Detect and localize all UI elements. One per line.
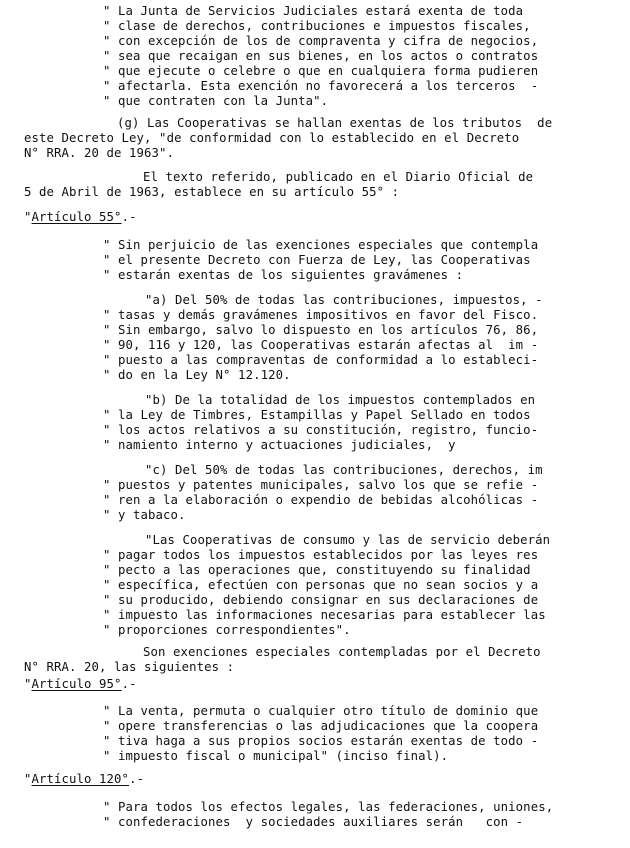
text-line: El texto referido, publicado en el Diario Oficial de xyxy=(143,170,534,184)
text-line: 5 de Abril de 1963, establece en su artículo 55° : xyxy=(24,185,400,199)
text-line: este Decreto Ley, "de conformidad con lo establecido en el Decreto xyxy=(24,131,520,145)
text-line: " namiento interno y actuaciones judiciales, y xyxy=(103,438,456,452)
text-line: " 90, 116 y 120, las Cooperativas estarán afectas al im - xyxy=(103,338,539,352)
text-line: " pagar todos los impuestos establecidos por las leyes res xyxy=(103,548,539,562)
text-line: " sea que recaigan en sus bienes, en los actos o contratos xyxy=(103,49,539,63)
text-line: N° RRA. 20, las siguientes : xyxy=(24,660,235,674)
text-line: " tasas y demás gravámenes impositivos en favor del Fisco. xyxy=(103,308,539,322)
heading-suffix: .- xyxy=(121,677,137,691)
heading-articulo-95 xyxy=(24,677,137,691)
text-line: " los actos relativos a su constitución, registro, funcio- xyxy=(103,423,539,437)
heading-label: Artículo 120° xyxy=(31,772,130,786)
text-line: " opere transferencias o las adjudicaciones que la coopera xyxy=(103,719,539,733)
text-line: " ren a la elaboración o expendio de bebidas alcohólicas - xyxy=(103,493,539,507)
text-line: " impuesto fiscal o municipal" (inciso final). xyxy=(103,749,449,763)
text-line: "b) De la totalidad de los impuestos contemplados en xyxy=(145,393,536,407)
text-line: " puestos y patentes municipales, salvo los que se refie - xyxy=(103,478,539,492)
text-line: " y tabaco. xyxy=(103,508,186,522)
text-line: " estarán exentas de los siguientes gravámenes : xyxy=(103,268,464,282)
heading-articulo-55 xyxy=(24,210,137,224)
text-line: "Las Cooperativas de consumo y las de servicio deberán xyxy=(145,533,551,547)
text-line: " tiva haga a sus propios socios estarán exentas de todo - xyxy=(103,734,539,748)
text-line: " La venta, permuta o cualquier otro título de dominio que xyxy=(103,704,539,718)
text-line: " proporciones correspondientes". xyxy=(103,623,351,637)
heading-articulo-120 xyxy=(24,772,144,786)
text-line: " puesto a las compraventas de conformidad a lo estableci- xyxy=(103,353,539,367)
text-line: " la Ley de Timbres, Estampillas y Papel Sellado en todos xyxy=(103,408,531,422)
text-line: Son exenciones especiales contempladas por el Decreto xyxy=(143,645,541,659)
text-line: " con excepción de los de compraventa y cifra de negocios, xyxy=(103,34,539,48)
heading-label: Artículo 95° xyxy=(31,677,122,691)
text-line: "c) Del 50% de todas las contribuciones, derechos, im xyxy=(145,463,543,477)
text-line: " que ejecute o celebre o que en cualquiera forma pudieren xyxy=(103,64,539,78)
text-line: " afectarla. Esta exención no favorecerá a los terceros - xyxy=(103,79,539,93)
heading-suffix: .- xyxy=(121,210,137,224)
text-line: "a) Del 50% de todas las contribuciones, impuestos, - xyxy=(145,293,543,307)
text-line: " impuesto las informaciones necesarias para establecer las xyxy=(103,608,546,622)
heading-label: Artículo 55° xyxy=(31,210,122,224)
text-line: " específica, efectúen con personas que no sean socios y a xyxy=(103,578,539,592)
text-line: " el presente Decreto con Fuerza de Ley, las Cooperativas xyxy=(103,253,531,267)
text-line: " su producido, debiendo consignar en sus declaraciones de xyxy=(103,593,539,607)
text-line: " clase de derechos, contribuciones e impuestos fiscales, xyxy=(103,19,531,33)
heading-quote: " xyxy=(24,772,32,786)
heading-quote: " xyxy=(24,210,32,224)
text-line: " pecto a las operaciones que, constituyendo su finalidad xyxy=(103,563,531,577)
text-line: " do en la Ley N° 12.120. xyxy=(103,368,291,382)
text-line: " Sin perjuicio de las exenciones especiales que contempla xyxy=(103,238,539,252)
text-line: " Para todos los efectos legales, las federaciones, uniones, xyxy=(103,800,554,814)
heading-quote: " xyxy=(24,677,32,691)
text-line: (g) Las Cooperativas se hallan exentas de los tributos de xyxy=(117,116,553,130)
text-line: " confederaciones y sociedades auxiliares serán con - xyxy=(103,815,524,829)
text-line: " que contraten con la Junta". xyxy=(103,94,329,108)
text-line: " La Junta de Servicios Judiciales estará exenta de toda xyxy=(103,4,524,18)
text-line: N° RRA. 20 de 1963". xyxy=(24,146,175,160)
text-line: " Sin embargo, salvo lo dispuesto en los artículos 76, 86, xyxy=(103,323,539,337)
heading-suffix: .- xyxy=(129,772,145,786)
